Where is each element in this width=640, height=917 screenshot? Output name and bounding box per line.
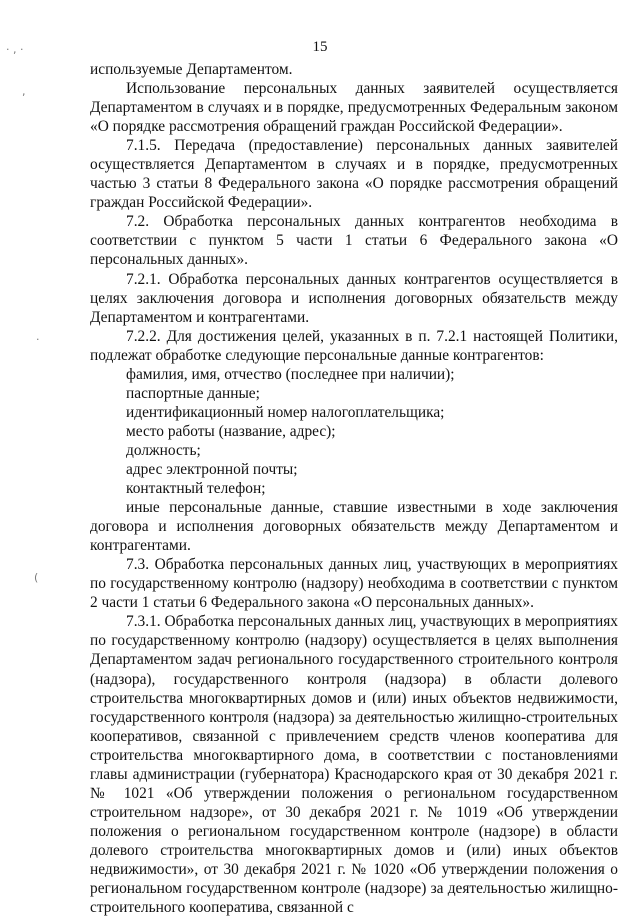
document-body [90,60,618,917]
paragraph: 7.2. Обработка персональных данных контрагентов необходима в соответствии с пунктом 5 части 1 статьи 6 Федерального закона «О персональных данных». [90,213,618,269]
paragraph: 7.1.5. Передача (предоставление) персональных данных заявителей осуществляется Департаментом в случаях и в порядке, предусмотренных частью 3 статьи 8 Федерального закона «О порядке рассмотрения обращений граждан Российской Федерации». [90,137,618,212]
paragraph: 7.2.1. Обработка персональных данных контрагентов осуществляется в целях заключения договора и исполнения договорных обязательств между Департаментом и контрагентами. [90,270,618,326]
paragraph: 7.3.1. Обработка персональных данных лиц, участвующих в мероприятиях по государственному контролю (надзору) осуществляется в целях выполнения Департаментом задач регионального государственного строительного контроля (надзора), государственного контроля (надзора) в области долевого строительства многоквартирных домов и (или) иных объектов недвижимости, государственного контроля (надзора) за деятельностью жилищно-строительных кооперативов, связанной с привлечением средств членов кооператива для строительства многоквартирного дома, в соответствии с постановлениями главы администрации (губернатора) Краснодарского края от 30 декабря 2021 г. № 1021 «Об утверждении положения о региональном государственном строительном надзоре», от 30 декабря 2021 г. № 1019 «Об утверждении положения о региональном государственном контроле (надзоре) в области долевого строительства многоквартирных домов и (или) иных объектов недвижимости», от 30 декабря 2021 г. № 1020 «Об утверждении положения о региональном государственном контроле (надзоре) за деятельностью жилищно-строительного кооператива, связанной с [90,613,618,917]
scan-speck: ( [34,571,39,584]
list-item: иные персональные данные, ставшие известными в ходе заключения договора и исполнения договорных обязательств между Департаментом и контрагентами. [90,499,618,555]
list-item: адрес электронной почты; [126,460,298,478]
paragraph: Использование персональных данных заявителей осуществляется Департаментом в случаях и в порядке, предусмотренных Федеральным законом «О порядке рассмотрения обращений граждан Российской Федерации». [90,80,618,136]
paragraph: 7.3. Обработка персональных данных лиц, участвующих в мероприятиях по государственному контролю (надзору) необходима в соответствии с пунктом 2 части 1 статьи 6 Федерального закона «О персональных данных». [90,556,618,612]
page-number: 15 [312,39,328,55]
list-item: контактный телефон; [126,480,266,498]
paragraph: используемые Департаментом. [90,61,293,78]
scan-speck: , [22,85,26,98]
scan-speck: · [36,333,40,346]
list-item: место работы (название, адрес); [126,422,336,440]
list-item: фамилия, имя, отчество (последнее при наличии); [126,365,455,383]
scan-speck: · , · [6,43,24,56]
list-item: идентификационный номер налогоплательщика; [126,403,445,421]
list-item: должность; [126,441,201,459]
list-item: паспортные данные; [126,384,260,402]
paragraph: 7.2.2. Для достижения целей, указанных в п. 7.2.1 настоящей Политики, подлежат обработке следующие персональные данные контрагентов: [90,327,618,364]
